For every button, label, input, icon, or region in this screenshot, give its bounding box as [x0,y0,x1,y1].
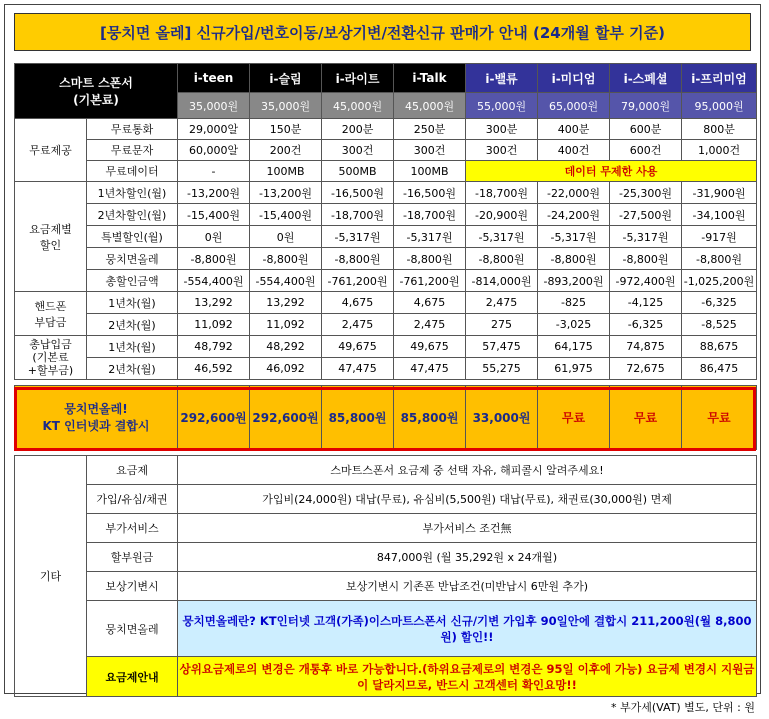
cell: -5,317원 [610,226,682,248]
plan-name: i-라이트 [322,64,394,93]
highlight-value: 85,800원 [322,386,394,450]
group-free: 무료제공 [15,119,87,182]
cell: 86,475 [682,358,757,380]
cell: 300건 [322,140,394,161]
row-label: 2년차할인(월) [87,204,178,226]
cell: 11,092 [250,314,322,336]
cell: -5,317원 [538,226,610,248]
plan-name: i-Talk [394,64,466,93]
cell: 29,000알 [178,119,250,140]
highlight-value: 무료 [538,386,610,450]
cell: -3,025 [538,314,610,336]
cell: -554,400원 [250,270,322,292]
row-label: 2년차(월) [87,358,178,380]
etc-value: 847,000원 (월 35,292원 x 24개월) [178,543,757,572]
cell: 2,475 [322,314,394,336]
cell: -27,500원 [610,204,682,226]
cell: 47,475 [322,358,394,380]
cell: 300분 [466,119,538,140]
cell: 300건 [466,140,538,161]
cell: -31,900원 [682,182,757,204]
cell: 46,592 [178,358,250,380]
plan-price: 79,000원 [610,93,682,119]
cell: -16,500원 [394,182,466,204]
etc-value: 부가서비스 조건無 [178,514,757,543]
cell: -13,200원 [178,182,250,204]
cell: -13,200원 [250,182,322,204]
highlight-value: 292,600원 [178,386,250,450]
cell: 46,092 [250,358,322,380]
row-label: 무료문자 [87,140,178,161]
cell: -5,317원 [394,226,466,248]
cell: -15,400원 [178,204,250,226]
cell: 49,675 [394,336,466,358]
row-label: 무료데이터 [87,161,178,182]
guide-label: 요금제안내 [87,657,178,697]
cell: 55,275 [466,358,538,380]
plan-price: 65,000원 [538,93,610,119]
cell: 400건 [538,140,610,161]
cell: 2,475 [394,314,466,336]
cell: 72,675 [610,358,682,380]
group-etc: 기타 [15,456,87,697]
plan-name: i-프리미엄 [682,64,757,93]
plan-price: 35,000원 [178,93,250,119]
cell: -8,800원 [250,248,322,270]
cell: -20,900원 [466,204,538,226]
page-title: [뭉치면 올레] 신규가입/번호이동/보상기변/전환신규 판매가 안내 (24개월 할부 기준) [14,13,751,51]
cell: -893,200원 [538,270,610,292]
cell: -25,300원 [610,182,682,204]
plan-name: i-스페셜 [610,64,682,93]
highlight-value: 무료 [682,386,757,450]
row-label: 가입/유심/채권 [87,485,178,514]
cell: 500MB [322,161,394,182]
footnote: * 부가세(VAT) 별도, 단위 : 원 [611,701,755,714]
cell: 300건 [394,140,466,161]
cell: 600건 [610,140,682,161]
cell: -8,800원 [178,248,250,270]
highlight-value: 무료 [610,386,682,450]
cell: 57,475 [466,336,538,358]
unlimited-data-cell: 데이터 무제한 사용 [466,161,757,182]
cell: 49,675 [322,336,394,358]
cell: -5,317원 [322,226,394,248]
group-total: 총납입금 (기본료 +할부금) [15,336,87,380]
row-label: 보상기변시 [87,572,178,601]
row-label: 1년차(월) [87,292,178,314]
cell: 275 [466,314,538,336]
row-label: 무료통화 [87,119,178,140]
plan-name: i-teen [178,64,250,93]
cell: 13,292 [178,292,250,314]
cell: 74,875 [610,336,682,358]
cell: 0원 [178,226,250,248]
cell: 400분 [538,119,610,140]
row-label: 1년차할인(월) [87,182,178,204]
cell: 88,675 [682,336,757,358]
plan-name: i-슬림 [250,64,322,93]
cell: 200건 [250,140,322,161]
cell: 1,000건 [682,140,757,161]
cell: -6,325 [610,314,682,336]
etc-value: 가입비(24,000원) 대납(무료), 유심비(5,500원) 대납(무료), 채권료(30,000원) 면제 [178,485,757,514]
row-label: 부가서비스 [87,514,178,543]
row-label: 총할인금액 [87,270,178,292]
cell: -825 [538,292,610,314]
row-label: 특별할인(월) [87,226,178,248]
cell: -917원 [682,226,757,248]
cell: 0원 [250,226,322,248]
highlight-value: 33,000원 [466,386,538,450]
cell: 2,475 [466,292,538,314]
cell: 13,292 [250,292,322,314]
row-label: 뭉치면올레 [87,601,178,657]
guide-value: 상위요금제로의 변경은 개통후 바로 가능합니다.(하위요금제로의 변경은 95일 이후에 가능) 요금제 변경시 지원금이 달라지므로, 반드시 고객센터 확인요망!! [178,657,757,697]
row-label: 2년차(월) [87,314,178,336]
cell: -8,800원 [466,248,538,270]
cell: -18,700원 [394,204,466,226]
highlight-label: 뭉치면올레! KT 인터넷과 결합시 [15,386,178,450]
plan-name: i-밸류 [466,64,538,93]
cell: -15,400원 [250,204,322,226]
cell: 64,175 [538,336,610,358]
cell: 48,292 [250,336,322,358]
group-discount: 요금제별 할인 [15,182,87,292]
plan-price: 55,000원 [466,93,538,119]
cell: -8,800원 [538,248,610,270]
cell: 47,475 [394,358,466,380]
cell: -22,000원 [538,182,610,204]
etc-value: 뭉치면올레란? KT인터넷 고객(가족)이스마트스폰서 신규/기변 가입후 90일안에 결합시 211,200원(월 8,800원) 할인!! [178,601,757,657]
cell: -8,525 [682,314,757,336]
cell: -24,200원 [538,204,610,226]
cell: 800분 [682,119,757,140]
plan-price: 35,000원 [250,93,322,119]
row-label: 뭉치면올레 [87,248,178,270]
cell: 200분 [322,119,394,140]
cell: - [178,161,250,182]
cell: -554,400원 [178,270,250,292]
row-label: 요금제 [87,456,178,485]
cell: 4,675 [394,292,466,314]
highlight-value: 85,800원 [394,386,466,450]
cell: -5,317원 [466,226,538,248]
etc-value: 보상기변시 기존폰 반납조건(미반납시 6만원 추가) [178,572,757,601]
cell: 250분 [394,119,466,140]
cell: 150분 [250,119,322,140]
cell: -4,125 [610,292,682,314]
cell: 100MB [250,161,322,182]
cell: 60,000알 [178,140,250,161]
price-table [14,63,757,697]
cell: -761,200원 [322,270,394,292]
cell: -814,000원 [466,270,538,292]
highlight-value: 292,600원 [250,386,322,450]
plan-price: 45,000원 [394,93,466,119]
cell: -8,800원 [682,248,757,270]
cell: 4,675 [322,292,394,314]
row-label: 할부원금 [87,543,178,572]
cell: 48,792 [178,336,250,358]
cell: 100MB [394,161,466,182]
cell: -16,500원 [322,182,394,204]
row-label: 1년차(월) [87,336,178,358]
cell: 11,092 [178,314,250,336]
cell: -8,800원 [610,248,682,270]
etc-value: 스마트스폰서 요금제 중 선택 자유, 해피콜시 알려주세요! [178,456,757,485]
plan-name: i-미디엄 [538,64,610,93]
plan-price: 95,000원 [682,93,757,119]
plan-price: 45,000원 [322,93,394,119]
cell: -6,325 [682,292,757,314]
cell: -8,800원 [394,248,466,270]
cell: -761,200원 [394,270,466,292]
cell: 600분 [610,119,682,140]
cell: -18,700원 [322,204,394,226]
cell: -18,700원 [466,182,538,204]
cell: -34,100원 [682,204,757,226]
cell: -972,400원 [610,270,682,292]
cell: -8,800원 [322,248,394,270]
header-corner: 스마트 스폰서 (기본료) [15,64,178,119]
cell: 61,975 [538,358,610,380]
cell: -1,025,200원 [682,270,757,292]
group-phone: 핸드폰 부담금 [15,292,87,336]
